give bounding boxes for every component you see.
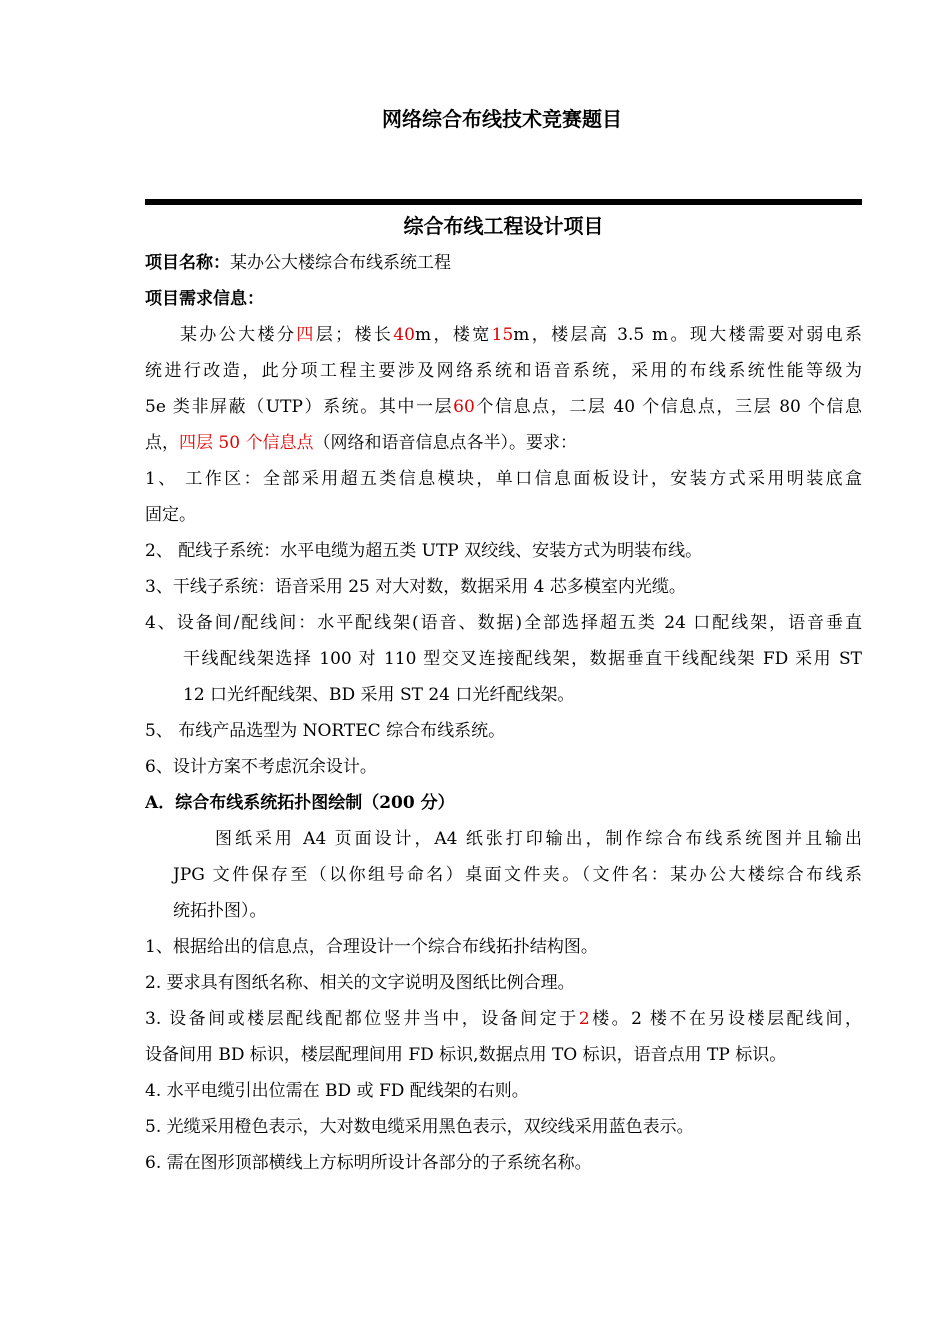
section-a-heading: A．综合布线系统拓扑图绘制（200 分） (145, 793, 455, 813)
requirements-label: 项目需求信息： (145, 289, 264, 309)
requirement-2: 2. 要求具有图纸名称、相关的文字说明及图纸比例合理。 (145, 973, 575, 993)
length-highlight: 40 (393, 325, 415, 345)
requirement-1: 1、根据给出的信息点，合理设计一个综合布线拓扑结构图。 (145, 937, 598, 957)
section-a-paragraph-line-2: JPG 文件保存至（以你组号命名）桌面文件夹。（文件名：某办公大楼综合布线系 (173, 865, 862, 885)
document-title: 网络综合布线技术竞赛题目 (382, 107, 622, 131)
intro-line-1: 某办公大楼分四层；楼长40m，楼宽15m，楼层高 3.5 m。现大楼需要对弱电系 (180, 325, 862, 345)
item-1-line-2: 固定。 (145, 505, 196, 525)
intro-line-4: 点，四层 50 个信息点（网络和语音信息点各半）。要求： (145, 433, 577, 453)
section-title: 综合布线工程设计项目 (403, 214, 604, 238)
section-a-paragraph-line-3: 统拓扑图）。 (173, 901, 267, 921)
requirement-3-line-2: 设备间用 BD 标识，楼层配理间用 FD 标识,数据点用 TO 标识，语音点用 TP 标识。 (145, 1045, 787, 1065)
document-body (145, 245, 862, 1181)
floor4-points-highlight: 四层 50 个信息点 (179, 433, 314, 453)
item-5: 5、 布线产品选型为 NORTEC 综合布线系统。 (145, 721, 506, 741)
requirement-6: 6. 需在图形顶部横线上方标明所设计各部分的子系统名称。 (145, 1153, 592, 1173)
item-3: 3、干线子系统：语音采用 25 对大对数，数据采用 4 芯多模室内光缆。 (145, 577, 686, 597)
horizontal-rule (145, 199, 862, 205)
requirement-3-line-1: 3. 设备间或楼层配线配都位竖井当中，设备间定于2楼。2 楼不在另设楼层配线间， (145, 1009, 862, 1029)
width-highlight: 15 (491, 325, 514, 345)
item-4-line-3: 12 口光纤配线架、BD 采用 ST 24 口光纤配线架。 (183, 685, 575, 705)
floors-highlight: 四 (296, 325, 316, 345)
item-1-line-1: 1、 工作区：全部采用超五类信息模块，单口信息面板设计，安装方式采用明装底盒 (145, 469, 862, 489)
floor1-points-highlight: 60 (453, 397, 475, 417)
item-6: 6、设计方案不考虑沉余设计。 (145, 757, 377, 777)
requirement-5: 5. 光缆采用橙色表示，大对数电缆采用黑色表示，双绞线采用蓝色表示。 (145, 1117, 694, 1137)
item-4-line-2: 干线配线架选择 100 对 110 型交叉连接配线架，数据垂直干线配线架 FD 采用 ST (183, 649, 862, 669)
project-name-value: 某办公大楼综合布线系统工程 (230, 253, 451, 273)
item-4-line-1: 4、设备间/配线间：水平配线架(语音、数据)全部选择超五类 24 口配线架，语音垂直 (145, 613, 862, 633)
intro-line-2: 统进行改造，此分项工程主要涉及网络系统和语音系统，采用的布线系统性能等级为 (145, 361, 862, 381)
project-name-label: 项目名称： (145, 253, 230, 273)
requirement-4: 4. 水平电缆引出位需在 BD 或 FD 配线架的右则。 (145, 1081, 529, 1101)
item-2: 2、 配线子系统：水平电缆为超五类 UTP 双绞线、安装方式为明装布线。 (145, 541, 703, 561)
intro-line-3: 5e 类非屏蔽（UTP）系统。其中一层60个信息点，二层 40 个信息点，三层 80 个信息 (145, 397, 862, 417)
section-a-paragraph-line-1: 图纸采用 A4 页面设计，A4 纸张打印输出，制作综合布线系统图并且输出 (215, 829, 862, 849)
floor-2-highlight: 2 (578, 1009, 590, 1029)
project-name-line (145, 245, 862, 281)
